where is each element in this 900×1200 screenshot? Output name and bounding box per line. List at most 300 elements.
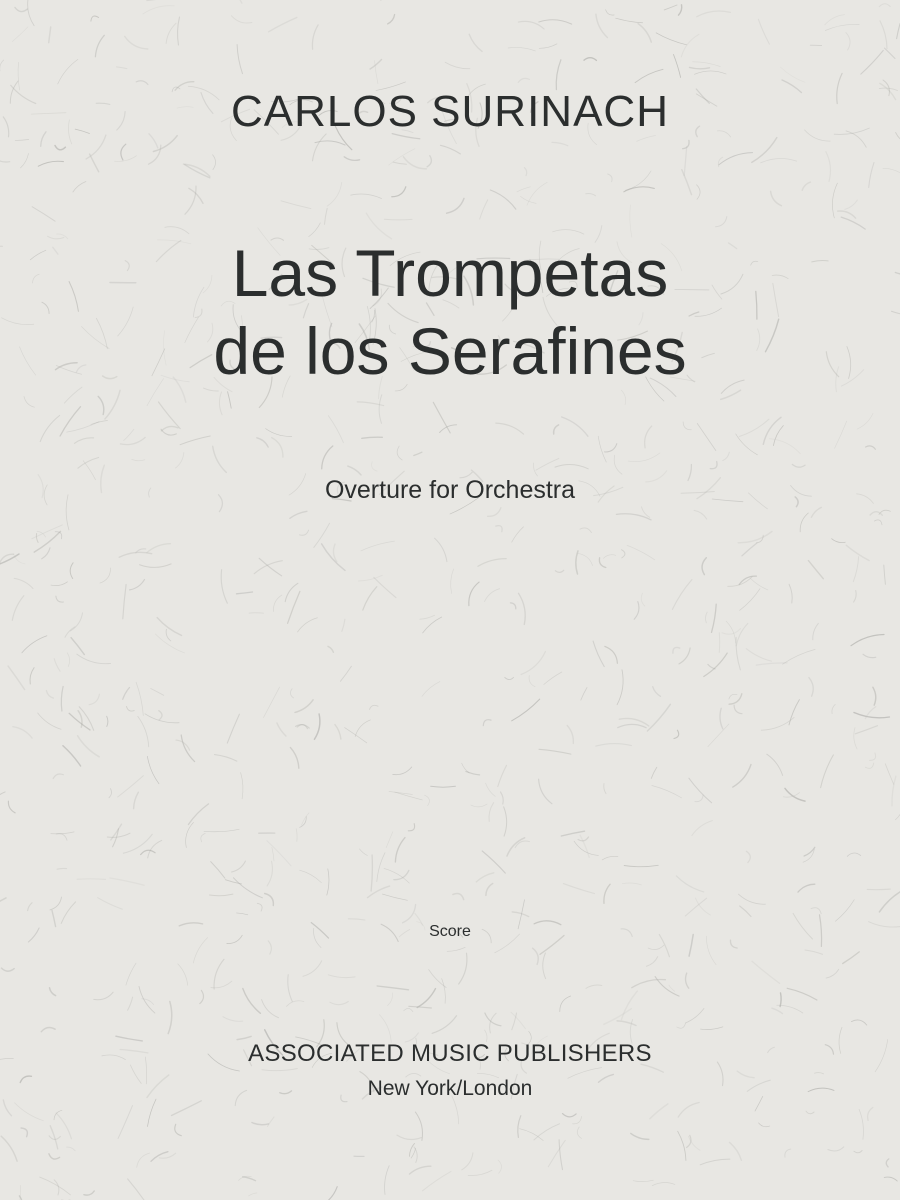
paper-fiber — [178, 964, 188, 985]
paper-fiber — [704, 653, 727, 676]
paper-fiber — [325, 208, 328, 224]
paper-fiber — [147, 544, 170, 553]
paper-fiber — [107, 716, 108, 726]
paper-fiber — [132, 459, 145, 460]
paper-fiber — [379, 395, 382, 424]
paper-fiber — [287, 1001, 304, 1007]
paper-fiber — [518, 1116, 521, 1138]
paper-fiber — [855, 726, 877, 734]
paper-fiber — [342, 619, 345, 631]
paper-fiber — [409, 1006, 432, 1008]
paper-fiber — [539, 20, 572, 24]
paper-fiber — [181, 735, 194, 762]
paper-fiber — [802, 182, 810, 190]
paper-fiber — [684, 147, 687, 176]
paper-fiber — [51, 832, 74, 834]
paper-fiber — [328, 646, 333, 652]
paper-fiber — [168, 1002, 172, 1034]
paper-fiber — [264, 687, 280, 717]
paper-fiber — [708, 724, 729, 747]
paper-fiber — [693, 62, 721, 67]
paper-fiber — [605, 646, 618, 663]
paper-fiber — [227, 714, 239, 743]
paper-fiber — [147, 0, 170, 1]
paper-fiber — [54, 1180, 59, 1195]
paper-fiber — [115, 156, 137, 162]
paper-fiber — [468, 1170, 492, 1175]
paper-fiber — [73, 182, 86, 193]
paper-fiber — [692, 821, 712, 836]
paper-fiber — [420, 615, 435, 619]
paper-fiber — [603, 555, 615, 559]
paper-fiber — [155, 634, 184, 653]
paper-fiber — [370, 60, 381, 70]
paper-fiber — [628, 453, 660, 462]
paper-fiber — [652, 1182, 675, 1185]
paper-fiber — [728, 577, 752, 587]
paper-fiber — [651, 767, 657, 778]
paper-fiber — [853, 557, 858, 582]
paper-fiber — [555, 464, 588, 468]
paper-fiber — [560, 996, 571, 1012]
paper-fiber — [423, 617, 442, 633]
paper-fiber — [320, 1187, 338, 1200]
paper-fiber — [771, 191, 782, 205]
paper-fiber — [56, 1113, 71, 1139]
paper-fiber — [485, 589, 500, 602]
paper-fiber — [393, 162, 406, 164]
paper-fiber — [453, 894, 464, 900]
paper-fiber — [648, 945, 664, 949]
paper-fiber — [469, 34, 482, 51]
paper-fiber — [370, 705, 379, 709]
paper-fiber — [605, 444, 617, 452]
paper-fiber — [563, 884, 594, 894]
paper-fiber — [423, 1171, 452, 1190]
paper-fiber — [51, 582, 68, 586]
paper-fiber — [56, 596, 64, 602]
paper-fiber — [638, 24, 651, 42]
paper-fiber — [804, 847, 815, 856]
paper-fiber — [219, 392, 222, 415]
paper-fiber — [780, 993, 781, 1007]
paper-fiber — [333, 544, 336, 562]
paper-fiber — [846, 545, 869, 560]
paper-fiber — [77, 654, 111, 664]
paper-fiber — [388, 993, 393, 1006]
paper-fiber — [138, 716, 149, 746]
paper-fiber — [78, 711, 82, 728]
paper-fiber — [645, 426, 652, 448]
paper-fiber — [422, 682, 440, 697]
paper-fiber — [685, 1009, 704, 1024]
paper-fiber — [533, 948, 539, 964]
paper-fiber — [733, 765, 751, 788]
paper-fiber — [702, 558, 706, 575]
paper-fiber — [505, 677, 514, 679]
paper-fiber — [377, 986, 408, 990]
paper-fiber — [148, 840, 162, 858]
paper-fiber — [447, 947, 465, 951]
paper-fiber — [789, 584, 792, 603]
paper-fiber — [95, 35, 104, 57]
paper-fiber — [885, 48, 896, 58]
paper-fiber — [897, 24, 900, 39]
paper-fiber — [656, 33, 687, 45]
paper-fiber — [642, 507, 650, 518]
paper-fiber — [141, 850, 156, 854]
paper-fiber — [249, 1193, 257, 1196]
paper-fiber — [512, 527, 524, 542]
paper-fiber — [98, 396, 104, 414]
paper-fiber — [237, 592, 253, 594]
paper-fiber — [186, 822, 194, 847]
paper-fiber — [652, 786, 682, 798]
paper-fiber — [821, 755, 834, 788]
paper-fiber — [223, 1017, 243, 1022]
paper-fiber — [451, 569, 454, 594]
paper-fiber — [746, 649, 771, 661]
paper-fiber — [290, 511, 307, 518]
paper-fiber — [322, 446, 333, 469]
paper-fiber — [854, 591, 857, 603]
paper-fiber — [408, 824, 414, 831]
paper-fiber — [0, 155, 10, 162]
paper-fiber — [371, 855, 372, 891]
paper-fiber — [683, 422, 691, 430]
paper-fiber — [825, 15, 845, 25]
paper-fiber — [618, 724, 646, 727]
paper-fiber — [303, 961, 322, 977]
paper-fiber — [228, 392, 232, 409]
paper-fiber — [234, 0, 242, 3]
paper-fiber — [397, 446, 402, 460]
paper-fiber — [681, 34, 699, 57]
paper-fiber — [178, 17, 180, 45]
paper-fiber — [517, 187, 530, 192]
paper-fiber — [584, 58, 596, 61]
paper-fiber — [561, 831, 584, 836]
paper-fiber — [785, 1149, 791, 1157]
paper-fiber — [462, 1153, 473, 1170]
paper-fiber — [508, 47, 535, 50]
paper-fiber — [867, 889, 890, 890]
paper-fiber — [736, 624, 748, 646]
paper-fiber — [42, 548, 50, 559]
paper-fiber — [110, 878, 144, 885]
paper-fiber — [159, 402, 181, 429]
paper-fiber — [2, 968, 15, 971]
paper-fiber — [166, 629, 171, 641]
paper-fiber — [734, 705, 742, 714]
paper-fiber — [832, 539, 846, 543]
paper-fiber — [785, 788, 805, 801]
paper-fiber — [295, 700, 313, 713]
paper-fiber — [300, 870, 322, 883]
paper-fiber — [213, 155, 216, 170]
paper-fiber — [866, 446, 876, 449]
paper-fiber — [188, 804, 208, 825]
paper-fiber — [107, 833, 130, 837]
paper-fiber — [581, 688, 587, 701]
paper-fiber — [767, 754, 783, 775]
paper-fiber — [624, 865, 658, 866]
paper-fiber — [488, 508, 501, 517]
paper-fiber — [410, 1166, 431, 1174]
paper-fiber — [432, 1016, 456, 1034]
paper-fiber — [518, 21, 544, 29]
paper-fiber — [798, 884, 815, 892]
paper-fiber — [290, 689, 293, 698]
paper-fiber — [496, 423, 524, 434]
paper-fiber — [602, 856, 618, 860]
paper-fiber — [634, 602, 639, 620]
paper-fiber — [147, 756, 159, 784]
paper-fiber — [71, 638, 84, 655]
paper-fiber — [586, 985, 602, 988]
paper-fiber — [578, 554, 593, 566]
paper-fiber — [787, 988, 817, 1000]
paper-fiber — [726, 621, 735, 643]
paper-fiber — [314, 714, 320, 739]
paper-fiber — [813, 623, 819, 639]
paper-fiber — [312, 25, 318, 49]
paper-fiber — [125, 36, 148, 49]
paper-fiber — [75, 438, 94, 443]
paper-fiber — [70, 563, 73, 579]
paper-fiber — [811, 908, 821, 914]
paper-fiber — [327, 182, 342, 206]
paper-fiber — [811, 507, 821, 517]
paper-fiber — [686, 973, 689, 988]
paper-fiber — [880, 21, 887, 49]
paper-fiber — [800, 513, 808, 532]
paper-fiber — [521, 652, 545, 675]
paper-fiber — [345, 728, 367, 743]
paper-fiber — [151, 689, 164, 696]
paper-fiber — [835, 900, 854, 922]
paper-fiber — [578, 837, 588, 841]
paper-fiber — [215, 755, 237, 762]
paper-fiber — [267, 841, 291, 866]
paper-fiber — [257, 903, 262, 911]
paper-fiber — [676, 876, 703, 892]
paper-fiber — [723, 452, 730, 460]
paper-fiber — [683, 140, 689, 148]
publisher-name: ASSOCIATED MUSIC PUBLISHERS — [248, 1040, 652, 1067]
paper-fiber — [854, 1151, 862, 1153]
paper-fiber — [447, 198, 464, 213]
paper-fiber — [89, 694, 99, 705]
paper-fiber — [28, 903, 32, 911]
paper-fiber — [123, 688, 130, 700]
paper-fiber — [738, 532, 772, 543]
paper-fiber — [302, 813, 310, 825]
paper-fiber — [285, 583, 298, 601]
paper-fiber — [720, 708, 723, 729]
paper-fiber — [262, 1000, 279, 1018]
paper-fiber — [633, 1180, 653, 1181]
paper-fiber — [759, 1123, 770, 1127]
paper-fiber — [269, 18, 297, 32]
paper-fiber — [705, 612, 707, 623]
paper-fiber — [382, 894, 407, 900]
paper-fiber — [417, 989, 435, 1008]
paper-fiber — [647, 957, 658, 967]
paper-fiber — [0, 60, 4, 71]
paper-fiber — [94, 992, 113, 1000]
paper-fiber — [13, 727, 32, 738]
paper-fiber — [826, 969, 839, 978]
paper-fiber — [46, 691, 53, 699]
paper-fiber — [617, 1021, 636, 1026]
paper-fiber — [362, 437, 383, 438]
paper-fiber — [825, 24, 859, 30]
paper-fiber — [98, 898, 123, 910]
paper-fiber — [281, 201, 311, 209]
paper-fiber — [622, 883, 641, 885]
paper-fiber — [241, 773, 243, 799]
paper-fiber — [388, 15, 395, 24]
paper-fiber — [161, 426, 178, 430]
paper-fiber — [54, 659, 60, 672]
paper-fiber — [879, 4, 890, 7]
paper-fiber — [12, 596, 23, 621]
paper-fiber — [50, 1126, 58, 1149]
paper-fiber — [604, 784, 606, 794]
paper-fiber — [695, 795, 703, 802]
paper-fiber — [201, 833, 205, 842]
paper-fiber — [340, 666, 351, 681]
paper-fiber — [861, 51, 883, 75]
paper-fiber — [290, 748, 298, 769]
paper-fiber — [425, 795, 430, 805]
paper-fiber — [751, 579, 768, 590]
paper-fiber — [739, 894, 766, 904]
paper-fiber — [459, 953, 467, 984]
paper-fiber — [288, 975, 293, 1002]
paper-fiber — [510, 603, 515, 609]
paper-fiber — [50, 897, 62, 910]
paper-fiber — [40, 1177, 71, 1195]
paper-fiber — [543, 953, 546, 979]
paper-fiber — [596, 14, 608, 37]
paper-fiber — [330, 1002, 348, 1005]
paper-fiber — [752, 961, 780, 983]
paper-fiber — [622, 991, 638, 1019]
paper-fiber — [393, 767, 412, 775]
paper-fiber — [593, 641, 604, 666]
work-title-line-2: de los Serafines — [213, 314, 687, 388]
paper-fiber — [414, 452, 422, 455]
paper-fiber — [166, 23, 176, 43]
paper-fiber — [498, 765, 507, 786]
paper-fiber — [485, 1013, 501, 1026]
paper-fiber — [884, 1177, 897, 1181]
paper-fiber — [809, 678, 813, 697]
paper-fiber — [211, 862, 225, 879]
paper-fiber — [411, 1148, 416, 1158]
paper-fiber — [277, 723, 286, 736]
paper-fiber — [859, 1109, 863, 1139]
paper-fiber — [700, 1159, 730, 1165]
paper-fiber — [232, 861, 246, 872]
paper-fiber — [832, 704, 835, 713]
paper-fiber — [0, 792, 5, 809]
paper-fiber — [328, 416, 343, 443]
paper-fiber — [30, 668, 34, 684]
paper-fiber — [22, 636, 47, 653]
paper-fiber — [742, 543, 757, 556]
paper-fiber — [176, 740, 190, 750]
paper-fiber — [67, 653, 69, 667]
paper-fiber — [157, 618, 181, 636]
paper-fiber — [288, 591, 300, 623]
paper-fiber — [57, 868, 67, 869]
paper-fiber — [392, 187, 406, 197]
paper-fiber — [630, 205, 632, 237]
paper-fiber — [631, 1133, 649, 1139]
paper-fiber — [534, 1124, 560, 1140]
paper-fiber — [621, 390, 625, 404]
paper-fiber — [694, 510, 707, 519]
paper-fiber — [123, 585, 126, 619]
paper-fiber — [243, 1177, 256, 1181]
paper-fiber — [865, 763, 873, 768]
paper-fiber — [501, 792, 504, 804]
paper-fiber — [486, 783, 496, 796]
composer-name: CARLOS SURINACH — [231, 87, 669, 136]
paper-fiber — [259, 558, 281, 576]
paper-fiber — [344, 157, 359, 161]
paper-fiber — [761, 159, 797, 163]
paper-fiber — [486, 884, 493, 896]
paper-fiber — [469, 582, 479, 606]
paper-fiber — [851, 635, 884, 646]
paper-fiber — [883, 168, 900, 178]
paper-fiber — [482, 851, 505, 873]
paper-fiber — [296, 829, 297, 842]
paper-fiber — [476, 873, 494, 882]
paper-fiber — [56, 834, 67, 841]
paper-fiber — [863, 654, 876, 657]
paper-fiber — [67, 1147, 75, 1151]
paper-fiber — [739, 419, 769, 436]
paper-fiber — [445, 62, 470, 69]
paper-fiber — [544, 672, 562, 685]
paper-fiber — [697, 11, 731, 17]
paper-fiber — [358, 575, 382, 581]
paper-fiber — [869, 163, 874, 188]
paper-fiber — [300, 530, 309, 535]
paper-fiber — [672, 580, 692, 610]
paper-fiber — [237, 45, 242, 74]
paper-fiber — [361, 541, 395, 551]
paper-fiber — [606, 10, 615, 15]
paper-fiber — [746, 851, 750, 862]
paper-fiber — [694, 71, 726, 74]
edition-type: Score — [429, 923, 471, 940]
paper-fiber — [63, 746, 81, 766]
paper-fiber — [518, 78, 529, 82]
paper-fiber — [126, 963, 136, 985]
paper-fiber — [232, 16, 252, 23]
paper-fiber — [580, 528, 591, 533]
paper-fiber — [265, 894, 274, 906]
paper-fiber — [266, 429, 292, 437]
paper-fiber — [554, 425, 559, 434]
paper-fiber — [483, 720, 491, 726]
